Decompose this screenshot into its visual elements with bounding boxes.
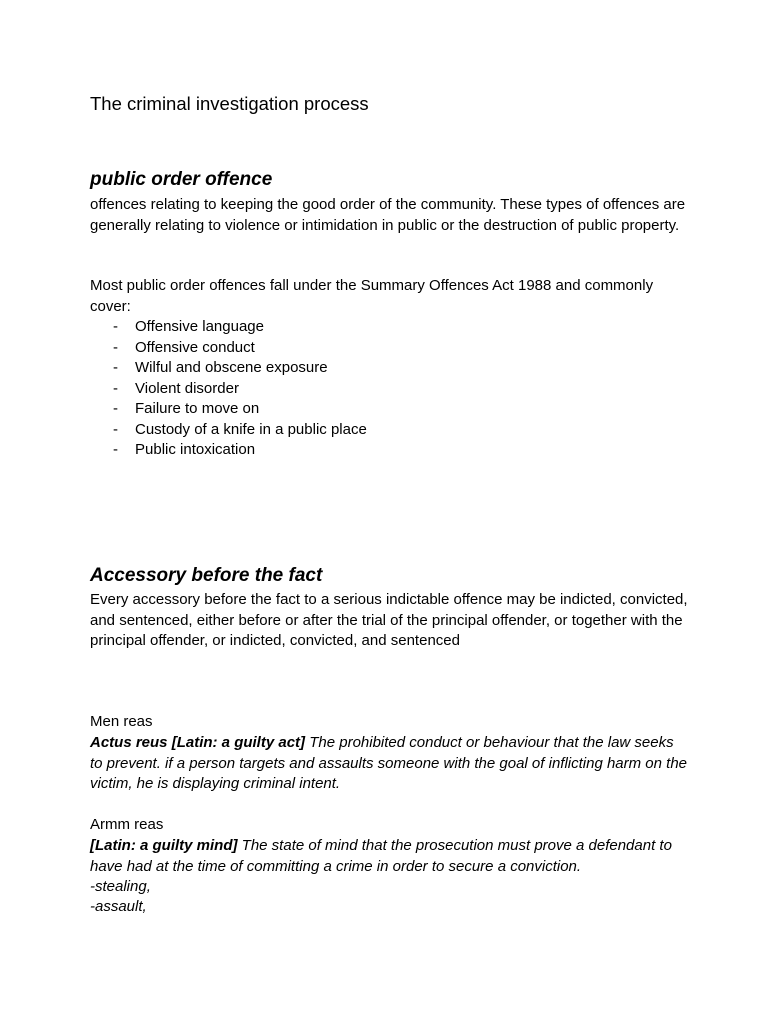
list-dash: -	[113, 441, 118, 458]
paragraph-summary-offences-act: Most public order offences fall under the Summary Offences Act 1988 and commonly cover:	[90, 277, 654, 315]
paragraph-actus-reus	[90, 733, 690, 795]
heading-public-order-offence: public order offence	[90, 169, 273, 190]
list-item	[90, 399, 367, 420]
list-item-text: Wilful and obscene exposure	[135, 359, 328, 376]
paragraph-accessory-definition: Every accessory before the fact to a serious indictable offence may be indicted, convicted, and sentenced, either before or after the trial of the principal offender, or together with the principal offender, or indicted, convicted, and sentenced	[90, 591, 688, 649]
list-dash: -	[113, 318, 118, 335]
list-item	[90, 338, 367, 359]
list-dash: -	[113, 420, 118, 438]
paragraph-public-order-definition: offences relating to keeping the good order of the community. These types of offences are generally relating to violence or intimidation in public or the destruction of public property.	[90, 196, 686, 234]
document-title: The criminal investigation process	[90, 93, 369, 114]
list-item-text: Failure to move on	[135, 400, 260, 417]
list-item-text: Offensive conduct	[135, 338, 255, 356]
list-item-text: Custody of a knife in a public place	[135, 420, 367, 438]
public-order-offences-list	[90, 317, 367, 461]
definition-guilty-mind: The state of mind that the prosecution must prove a defendant to have had at the time of committing a crime in order to secure a conviction.	[90, 837, 672, 875]
list-item	[90, 440, 367, 461]
example-assault: -assault,	[90, 898, 147, 915]
list-dash: -	[113, 400, 118, 417]
list-item-text: Violent disorder	[135, 379, 239, 397]
list-item	[90, 317, 367, 338]
example-stealing: -stealing,	[90, 878, 151, 895]
label-armm-reas: Armm reas	[90, 816, 164, 833]
list-item	[90, 358, 367, 379]
list-dash: -	[113, 359, 118, 376]
list-dash: -	[113, 379, 118, 397]
list-dash: -	[113, 338, 118, 356]
paragraph-guilty-mind	[90, 836, 690, 877]
term-actus-reus: Actus reus [Latin: a guilty act]	[90, 734, 306, 751]
list-item-text: Offensive language	[135, 318, 264, 335]
list-item-text: Public intoxication	[135, 441, 256, 458]
list-item	[90, 379, 367, 400]
label-men-reas: Men reas	[90, 713, 153, 730]
term-guilty-mind: [Latin: a guilty mind]	[90, 837, 238, 854]
definition-actus-reus: The prohibited conduct or behaviour that the law seeks to prevent. if a person targets and assaults someone with the goal of inflicting harm on the victim, he is displaying criminal intent.	[90, 734, 688, 792]
list-item	[90, 420, 367, 441]
heading-accessory-before-the-fact: Accessory before the fact	[90, 565, 323, 586]
